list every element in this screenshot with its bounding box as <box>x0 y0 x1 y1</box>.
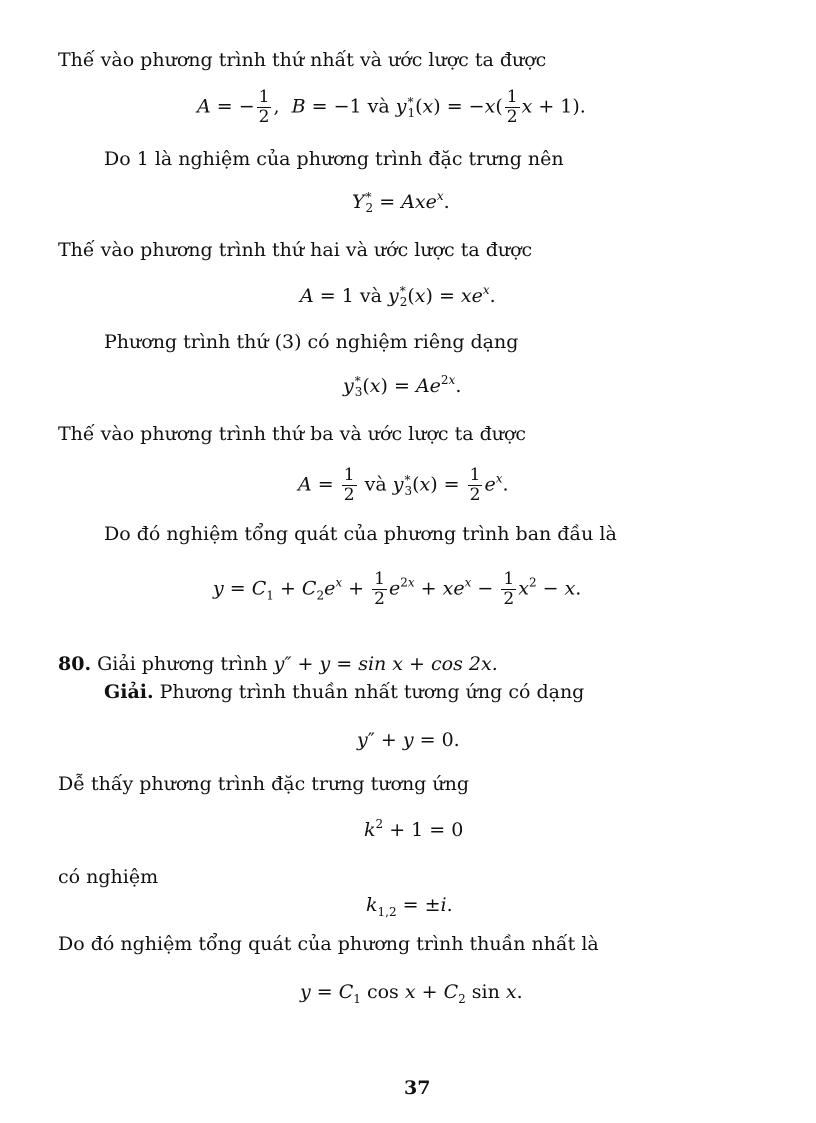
formula-3: A = 1 và y * 2 $(x) = xe^x$. <box>300 283 496 309</box>
page-number: 37 <box>404 1077 431 1099</box>
paragraph-5: Thế vào phương trình thứ ba và ước lược ta được <box>58 423 527 445</box>
problem-number: 80. <box>58 653 92 675</box>
paragraph-4: Phương trình thứ (3) có nghiệm riêng dạng <box>104 331 519 353</box>
paragraph-1: Thế vào phương trình thứ nhất và ước lược ta được <box>58 49 547 71</box>
formula-7: y″ + y = 0. <box>357 729 460 751</box>
paragraph-10: có nghiệm <box>58 866 159 888</box>
solution-text: Phương trình thuần nhất tương ứng có dạng <box>159 681 585 703</box>
formula-1: A = − $\frac{1}{2}$ , B = −1 và y * 1 (x) = −x( $\frac{1}{2}$ x + 1). <box>197 87 586 127</box>
formula-4: y * 3 $(x) = Ae^{2x}$. <box>343 373 462 399</box>
va-word: và <box>367 95 390 118</box>
formula-6: $y = C_1 + C_2e^x$ + $\frac{1}{2}$ $e^{2x} + xe^x$ − $\frac{1}{2}$ $x^2 - x$. <box>213 569 582 609</box>
paragraph-11: Do đó nghiệm tổng quát của phương trình thuần nhất là <box>58 933 599 955</box>
problem-equation: y″ + y = sin x + cos 2x. <box>273 653 498 675</box>
formula-10: $y = C_1$ $\cos x + C_2$ sin x. <box>300 981 523 1006</box>
problem-80 <box>58 652 498 676</box>
solution-label: Giải. <box>104 681 154 703</box>
problem-text: Giải phương trình <box>97 653 268 675</box>
va-word: và <box>364 473 387 496</box>
paragraph-9: Dễ thấy phương trình đặc trưng tương ứng <box>58 773 470 795</box>
paragraph-2: Do 1 là nghiệm của phương trình đặc trưng nên <box>104 148 564 170</box>
solution-intro <box>104 680 584 704</box>
formula-5: A = $\frac{1}{2}$ và y * 3 (x) = $\frac{1}{2}$ $e^x$. <box>298 465 509 505</box>
formula-8: $k^2 + 1 = 0$ <box>364 817 464 841</box>
formula-2: Y * 2 = Axe$^x$. <box>352 189 450 215</box>
paragraph-3: Thế vào phương trình thứ hai và ước lược ta được <box>58 239 533 261</box>
paragraph-6: Do đó nghiệm tổng quát của phương trình ban đầu là <box>104 523 617 545</box>
formula-9: $k_{1,2} = \pm i$. <box>366 894 453 919</box>
va-word: và <box>359 285 382 307</box>
